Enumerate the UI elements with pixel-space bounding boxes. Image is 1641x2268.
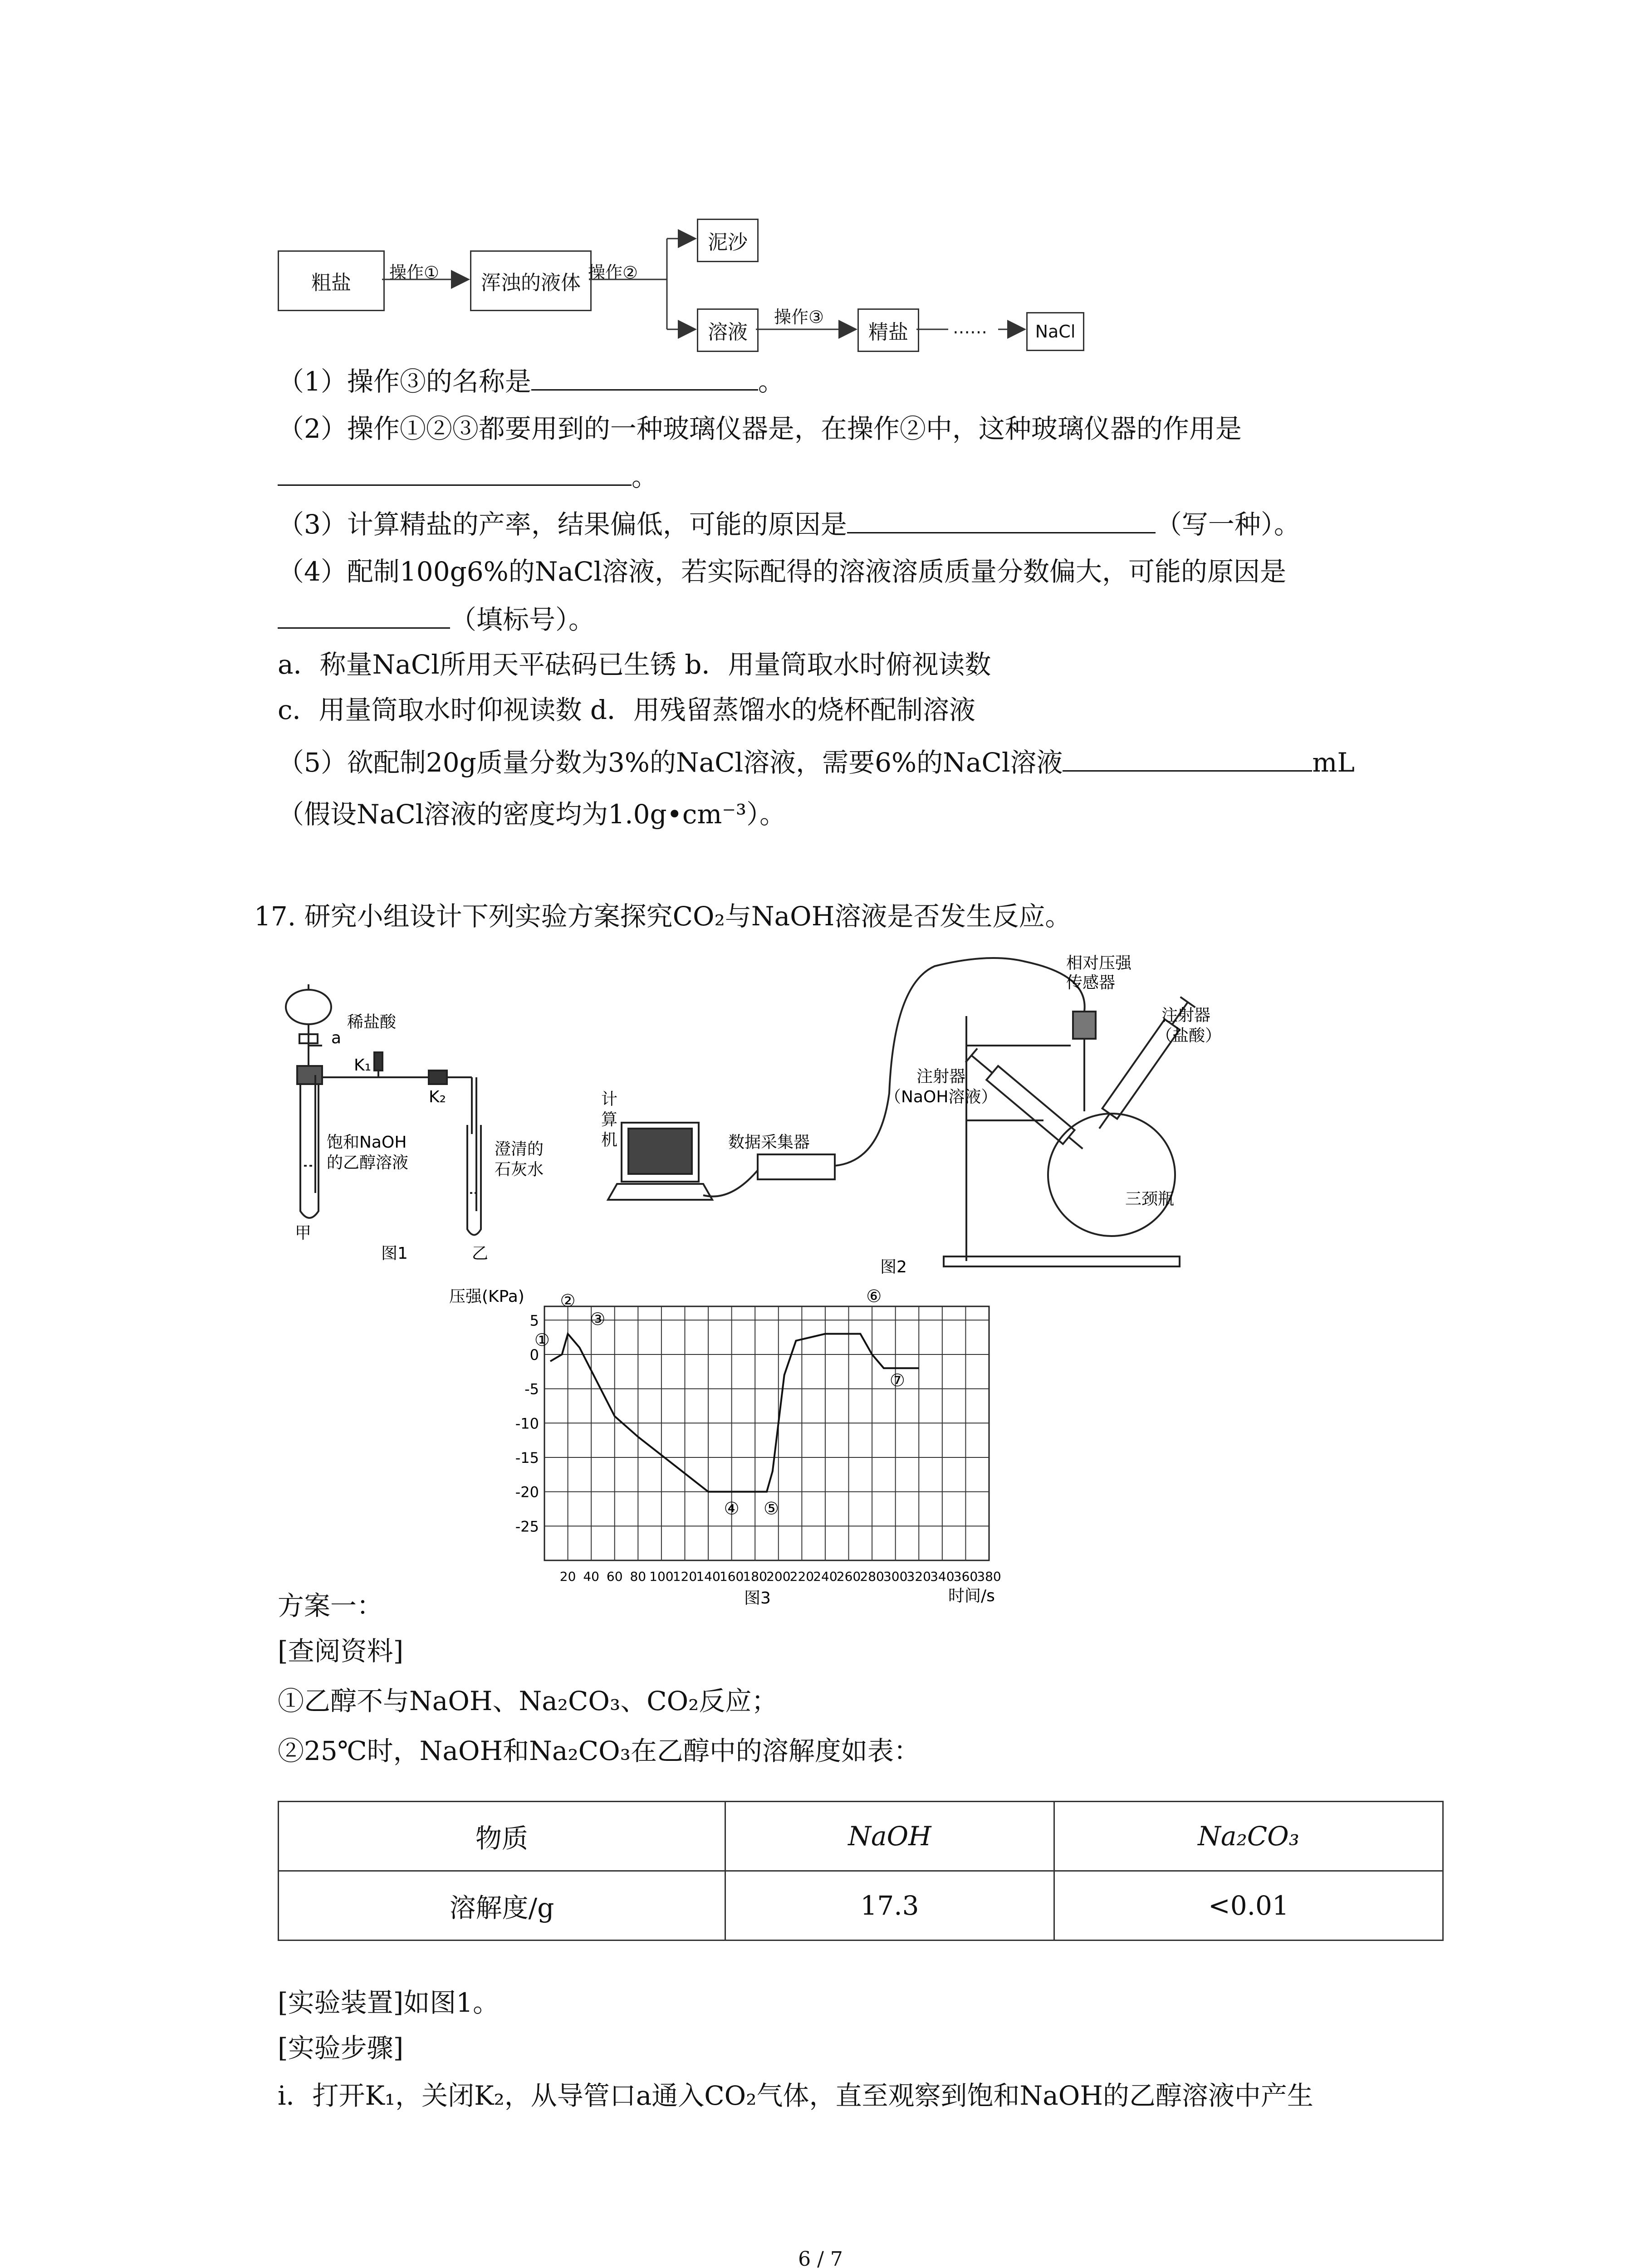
q16-line-5: （4）配制100g6%的NaCl溶液，若实际配得的溶液溶质质量分数偏大，可能的原因是: [278, 556, 1287, 587]
plan-line-4: ②25℃时，NaOH和Na₂CO₃在乙醇中的溶解度如表：: [278, 1735, 920, 1766]
chart-y-tick-label: 0: [529, 1346, 539, 1364]
q16-l6-end: （填标号）。: [450, 604, 595, 635]
chart-y-tick-label: -15: [515, 1449, 539, 1466]
table-cell-naoh-value: 17.3: [725, 1871, 1054, 1941]
chart-series-line: [550, 1334, 919, 1492]
table-row: [279, 1802, 1443, 1871]
label-lime-1: 澄清的: [495, 1140, 544, 1158]
sensor-cable: [835, 958, 1085, 1166]
label-lime-2: 石灰水: [495, 1160, 544, 1179]
funnel-bulb: [286, 990, 331, 1024]
q16-l4-end: （写一种）。: [1155, 509, 1300, 540]
flow-op2: 操作②: [588, 263, 638, 283]
label-syringe-hcl-2: （盐酸）: [1156, 1026, 1222, 1045]
plan-line-1: 方案一：: [278, 1590, 383, 1621]
label-jia: 甲: [295, 1224, 312, 1242]
chart-y-tick-label: 5: [529, 1312, 539, 1330]
chart-x-tick-label: 360: [953, 1569, 978, 1584]
label-syringe-naoh-1: 注射器: [916, 1067, 966, 1086]
q16-l4-text: （3）计算精盐的产率，结果偏低，可能的原因是: [278, 509, 847, 540]
chart-x-tick-label: 220: [789, 1569, 814, 1584]
chart-annotation: ④: [724, 1498, 740, 1519]
chart-xlabel: 时间/s: [948, 1587, 995, 1605]
chart-plot-area: [544, 1306, 989, 1560]
q16-l1-end: 。: [758, 366, 784, 397]
chart-x-tick-label: 60: [606, 1569, 623, 1584]
answer-blank-5[interactable]: [1063, 744, 1312, 772]
valve-k1: [374, 1052, 382, 1070]
q16-l9-unit: mL: [1312, 747, 1355, 778]
plan-line-6: [实验步骤]: [278, 2033, 404, 2063]
three-neck-flask: [1048, 1114, 1175, 1236]
chart-x-tick-label: 300: [883, 1569, 908, 1584]
flow-node-nacl: NaCl: [1026, 312, 1084, 351]
chart-x-tick-label: 340: [930, 1569, 955, 1584]
figure-2-apparatus: [590, 948, 1222, 1276]
chart-x-tick-label: 180: [743, 1569, 767, 1584]
chart-x-tick-label: 80: [630, 1569, 647, 1584]
stand-base: [944, 1256, 1180, 1266]
tube-yi: [467, 1125, 481, 1235]
plan-line-2: [查阅资料]: [278, 1636, 404, 1667]
figure-3-caption: 图3: [744, 1589, 771, 1608]
chart-x-tick-label: 100: [649, 1569, 674, 1584]
label-computer-1: 计: [601, 1090, 618, 1109]
flow-arrows: [0, 0, 1641, 408]
q16-line-9: [278, 744, 1355, 781]
q17-title: 17. 研究小组设计下列实验方案探究CO₂与NaOH溶液是否发生反应。: [254, 901, 1072, 932]
label-syringe-hcl-1: 注射器: [1161, 1006, 1211, 1025]
flow-node-refined-salt: 精盐: [857, 308, 919, 352]
chart-y-tick-label: -25: [515, 1518, 539, 1535]
table-cell-na2co3-value: <0.01: [1054, 1871, 1443, 1941]
pressure-chart: [436, 1279, 1025, 1610]
chart-x-tick-label: 380: [977, 1569, 1001, 1584]
q16-l1-text: （1）操作③的名称是: [278, 366, 531, 397]
label-syringe-naoh-2: （NaOH溶液）: [885, 1088, 998, 1106]
chart-annotation: ③: [590, 1309, 606, 1329]
table-cell-solubility: 溶解度/g: [279, 1871, 725, 1941]
chart-x-tick-label: 20: [559, 1569, 576, 1584]
chart-x-tick-label: 40: [583, 1569, 599, 1584]
q16-line-3: [278, 458, 658, 495]
q16-line-6: [278, 601, 595, 638]
chart-x-tick-label: 160: [719, 1569, 744, 1584]
chart-x-tick-label: 140: [696, 1569, 720, 1584]
label-k2: K₂: [429, 1088, 446, 1106]
chart-y-tick-label: -5: [524, 1380, 539, 1398]
plan-line-3: ①乙醇不与NaOH、Na₂CO₃、CO₂反应；: [278, 1686, 778, 1716]
flow-op3: 操作③: [774, 307, 824, 327]
flow-node-crude-salt: 粗盐: [278, 250, 385, 311]
label-data-collector: 数据采集器: [728, 1133, 810, 1152]
flow-node-solution: 溶液: [697, 308, 759, 352]
chart-annotation: ②: [560, 1290, 576, 1311]
chart-ylabel: 压强(KPa): [449, 1287, 524, 1306]
answer-blank-4[interactable]: [278, 601, 450, 629]
answer-blank-3[interactable]: [847, 506, 1156, 533]
label-computer-3: 机: [601, 1131, 618, 1149]
plan-line-5: [实验装置]如图1。: [278, 1987, 500, 2018]
chart-x-tick-label: 260: [836, 1569, 861, 1584]
q16-line-10: （假设NaCl溶液的密度均为1.0g•cm⁻³）。: [278, 799, 786, 830]
chart-x-tick-label: 200: [766, 1569, 791, 1584]
chart-annotation: ⑥: [866, 1286, 882, 1306]
answer-blank-1[interactable]: [531, 363, 758, 391]
page-number: 6 / 7: [798, 2248, 843, 2268]
q16-line-7: a．称量NaCl所用天平砝码已生锈 b．用量筒取水时俯视读数: [278, 649, 991, 680]
label-sol-2: 的乙醇溶液: [327, 1154, 409, 1172]
chart-x-tick-label: 280: [860, 1569, 884, 1584]
q16-l3-end: 。: [632, 461, 658, 492]
computer-keyboard: [608, 1184, 712, 1200]
label-flask: 三颈瓶: [1125, 1190, 1175, 1208]
chart-annotation: ⑤: [763, 1498, 779, 1519]
table-header-naoh: NaOH: [725, 1802, 1054, 1871]
chart-y-tick-label: -20: [515, 1483, 539, 1501]
table-row: [279, 1871, 1443, 1941]
chart-x-tick-label: 320: [906, 1569, 931, 1584]
figure-1-apparatus: [272, 975, 635, 1261]
flow-dots: ……: [953, 318, 987, 337]
flow-node-turbid-liquid: 浑浊的液体: [470, 250, 592, 311]
chart-x-tick-label: 240: [813, 1569, 838, 1584]
flow-op1: 操作①: [389, 263, 440, 283]
label-yi: 乙: [472, 1244, 489, 1263]
valve-k2: [429, 1070, 447, 1084]
q16-l9-text: （5）欲配制20g质量分数为3%的NaCl溶液，需要6%的NaCl溶液: [278, 747, 1063, 778]
chart-x-tick-label: 120: [672, 1569, 697, 1584]
stopper-jia: [297, 1066, 322, 1084]
label-computer-2: 算: [601, 1110, 618, 1129]
label-k1: K₁: [354, 1056, 372, 1075]
q16-line-8: c．用量筒取水时仰视读数 d．用残留蒸馏水的烧杯配制溶液: [278, 694, 976, 725]
solubility-table: [278, 1801, 1444, 1941]
label-a: a: [331, 1029, 342, 1047]
plan-line-7: i．打开K₁，关闭K₂，从导管口a通入CO₂气体，直至观察到饱和NaOH的乙醇溶液中产生: [278, 2080, 1313, 2111]
label-sol-1: 饱和NaOH: [327, 1133, 407, 1152]
label-sensor-1: 相对压强: [1066, 954, 1132, 973]
label-sensor-2: 传感器: [1066, 973, 1116, 992]
table-header-na2co3: Na₂CO₃: [1054, 1802, 1443, 1871]
flow-node-sand: 泥沙: [697, 219, 759, 262]
figure-1-caption: 图1: [381, 1244, 408, 1263]
label-acid: 稀盐酸: [347, 1013, 397, 1031]
q16-line-2: （2）操作①②③都要用到的一种玻璃仪器是，在操作②中，这种玻璃仪器的作用是: [278, 413, 1242, 444]
chart-annotation: ⑦: [889, 1370, 905, 1391]
chart-annotation: ①: [534, 1330, 550, 1350]
q16-line-4: [278, 506, 1300, 543]
figure-2-caption: 图2: [880, 1258, 907, 1276]
chart-y-tick-label: -10: [515, 1415, 539, 1432]
answer-blank-2[interactable]: [278, 458, 632, 486]
table-header-substance: 物质: [279, 1802, 725, 1871]
sensor: [1073, 1012, 1096, 1039]
q16-line-1: [278, 363, 784, 400]
data-collector: [758, 1154, 835, 1179]
